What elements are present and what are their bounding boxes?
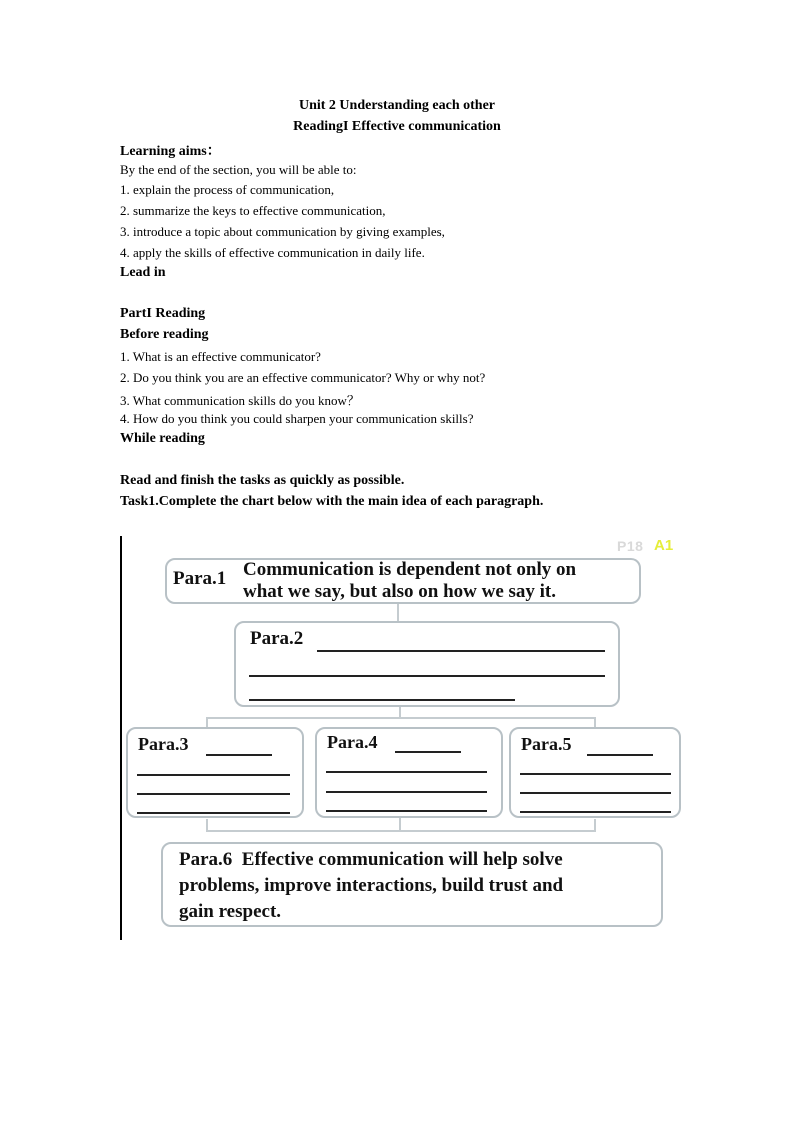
lead-in-heading: Lead in: [120, 265, 166, 280]
connector: [397, 602, 399, 623]
while-reading-heading: While reading: [120, 431, 205, 446]
para3-answer-blank[interactable]: [137, 774, 290, 776]
para3-answer-blank[interactable]: [137, 812, 290, 814]
para1-box: [165, 558, 641, 604]
para1-main-idea: [243, 559, 576, 603]
para2-answer-blank[interactable]: [249, 675, 605, 677]
part1-heading: PartI Reading: [120, 306, 206, 321]
para5-label: Para.5: [521, 734, 572, 754]
para5-answer-blank[interactable]: [520, 811, 671, 813]
para2-answer-blank[interactable]: [249, 699, 515, 701]
before-reading-heading: Before reading: [120, 327, 209, 342]
connector: [594, 819, 596, 831]
para1-label: Para.1: [173, 568, 227, 589]
question-item: 1. What is an effective communicator?: [120, 349, 321, 364]
para5-answer-blank[interactable]: [520, 773, 671, 775]
para2-answer-blank[interactable]: [317, 650, 605, 652]
para1-main-idea-line: Communication is dependent not only on: [243, 559, 577, 580]
para5-answer-blank[interactable]: [587, 754, 653, 756]
left-margin-rule: [120, 536, 122, 940]
para3-answer-blank[interactable]: [206, 754, 272, 756]
aim-item: 3. introduce a topic about communication by giving examples,: [120, 224, 445, 239]
task1-instruction: Task1.Complete the chart below with the main idea of each paragraph.: [120, 494, 544, 509]
para6-main-idea-line: [179, 847, 563, 873]
aim-item: 1. explain the process of communication,: [120, 182, 335, 197]
question-item: 2. Do you think you are an effective communicator? Why or why not?: [120, 370, 486, 385]
aim-item: 2. summarize the keys to effective communication,: [120, 203, 386, 218]
aim-item: 4. apply the skills of effective communication in daily life.: [120, 245, 425, 260]
para2-label: Para.2: [250, 628, 304, 649]
page-tag: P18: [617, 538, 644, 554]
para4-label: Para.4: [327, 732, 378, 752]
para3-box: [126, 727, 304, 818]
lesson-title: ReadingI Effective communication: [293, 119, 501, 134]
para4-answer-blank[interactable]: [326, 771, 487, 773]
connector: [206, 830, 596, 832]
connector: [206, 819, 208, 831]
para6-main-idea-line: gain respect.: [179, 901, 282, 922]
para6-main-idea-text: Effective communication will help solve: [241, 849, 563, 870]
para4-answer-blank[interactable]: [326, 791, 487, 793]
para4-answer-blank[interactable]: [326, 810, 487, 812]
para6-label: Para.6: [179, 849, 233, 870]
task-instruction: Read and finish the tasks as quickly as possible.: [120, 473, 405, 488]
para6-box: [161, 842, 663, 927]
para3-answer-blank[interactable]: [137, 793, 290, 795]
question-item: 4. How do you think you could sharpen your communication skills?: [120, 411, 474, 426]
connector: [206, 717, 596, 719]
para4-box: [315, 727, 503, 818]
para4-answer-blank[interactable]: [395, 751, 461, 753]
paragraph-chart: [120, 536, 695, 940]
para6-main-idea: [179, 847, 563, 925]
para1-main-idea-line: what we say, but also on how we say it.: [243, 581, 557, 602]
para5-answer-blank[interactable]: [520, 792, 671, 794]
question-item: 3. What communication skills do you know？: [120, 393, 360, 408]
para5-box: [509, 727, 681, 818]
unit-title: Unit 2 Understanding each other: [298, 98, 495, 113]
para6-main-idea-line: problems, improve interactions, build trust and: [179, 875, 564, 896]
para2-box: [234, 621, 620, 707]
para3-label: Para.3: [138, 734, 189, 754]
activity-tag: A1: [654, 537, 674, 554]
learning-aims-heading: Learning aims：: [120, 144, 221, 159]
learning-aims-intro: By the end of the section, you will be able to:: [120, 162, 357, 177]
